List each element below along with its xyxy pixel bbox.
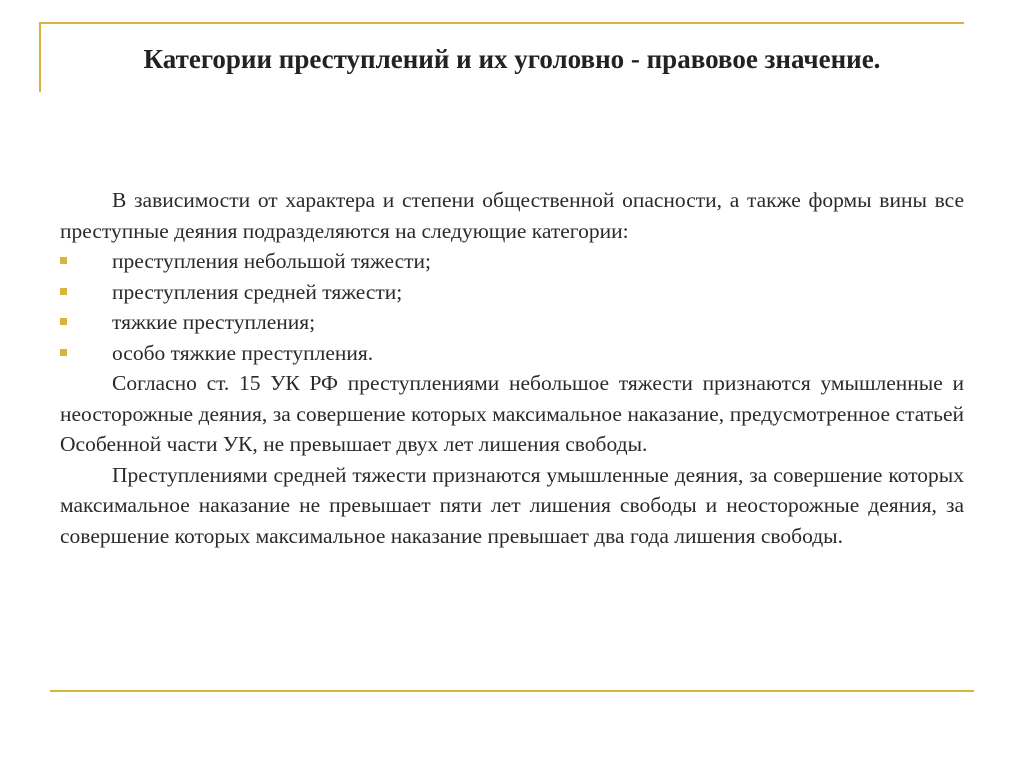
- square-bullet-icon: [60, 318, 67, 325]
- category-label: тяжкие преступления;: [112, 310, 316, 334]
- top-border-line: [39, 22, 964, 24]
- list-item: [60, 307, 964, 338]
- left-border-line: [39, 22, 41, 92]
- category-label: особо тяжкие преступления.: [112, 340, 374, 365]
- list-item: [60, 338, 964, 369]
- square-bullet-icon: [60, 288, 67, 295]
- square-bullet-icon: [60, 257, 67, 264]
- slide-body: [60, 185, 964, 551]
- medium-crimes-paragraph: Преступлениями средней тяжести признаются умышленные деяния, за совершение которых максимальное наказание не превышает пяти лет лишения свободы и неосторожные деяния, за совершение которых максимальное наказание превышает два года лишения свободы.: [60, 462, 964, 548]
- minor-crimes-paragraph: Согласно ст. 15 УК РФ преступлениями небольшое тяжести признаются умышленные и неосторожные деяния, за совершение которых максимальное наказание, предусмотренное статьей Особенной части УК, не превышает двух лет лишения свободы.: [60, 371, 964, 456]
- bottom-border-line: [50, 690, 974, 692]
- categories-list: [60, 246, 964, 368]
- square-bullet-icon: [60, 349, 67, 356]
- category-label: преступления небольшой тяжести;: [112, 249, 432, 273]
- slide-title: Категории преступлений и их уголовно - правовое значение.: [143, 44, 881, 74]
- intro-paragraph: В зависимости от характера и степени общественной опасности, а также формы вины все преступные деяния подразделяются на следующие категории:: [60, 188, 964, 243]
- list-item: [60, 246, 964, 277]
- list-item: [60, 277, 964, 308]
- category-label: преступления средней тяжести;: [112, 279, 403, 304]
